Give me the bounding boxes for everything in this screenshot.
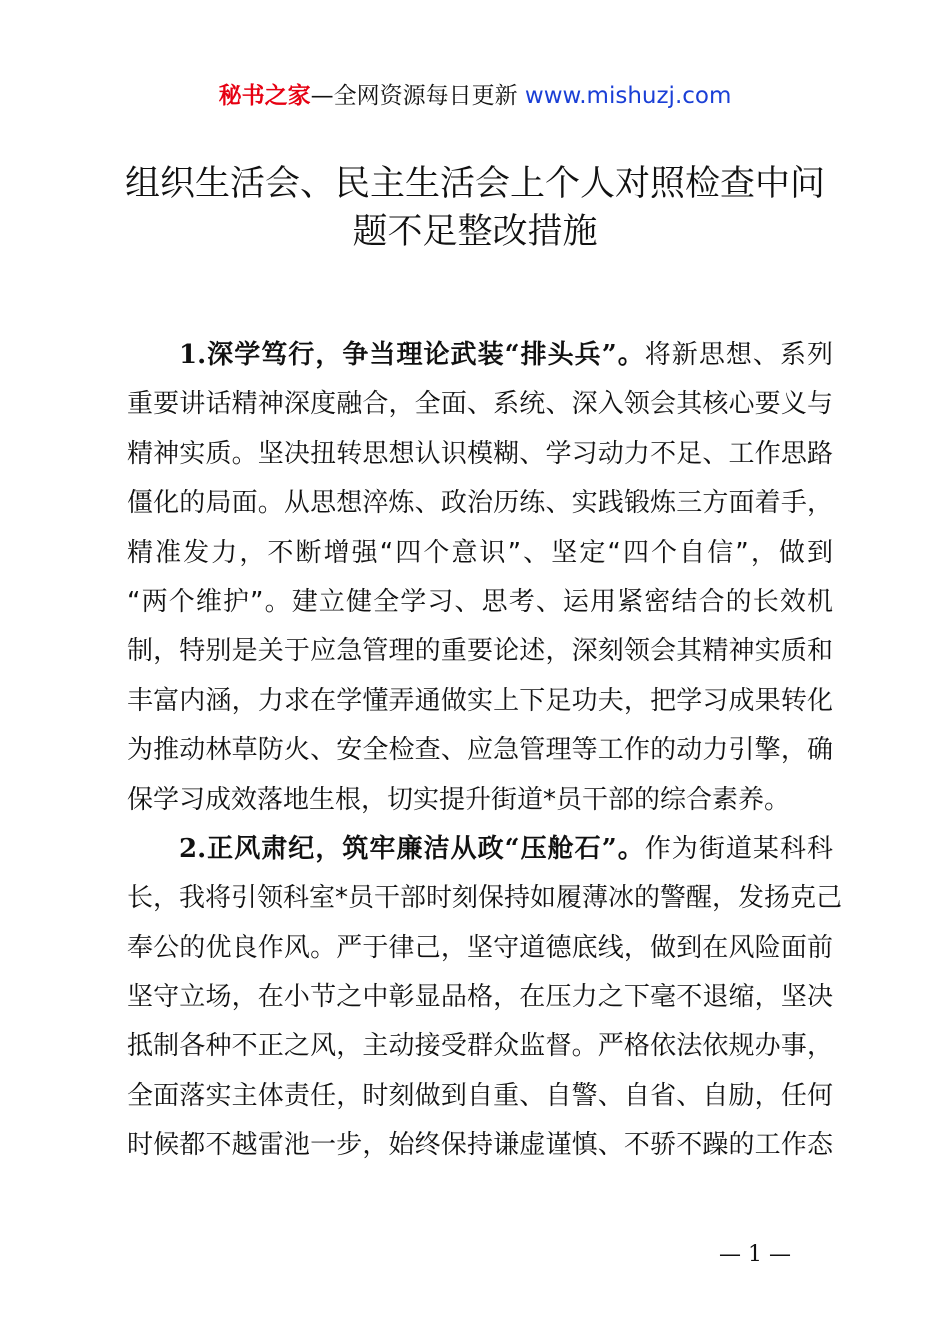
paragraph-line: 重要讲话精神深度融合，全面、系统、深入领会其核心要义与: [127, 389, 833, 420]
paragraph-line: 丰富内涵，力求在学懂弄通做实上下足功夫，把学习成果转化: [127, 685, 833, 716]
paragraph-line: 全面落实主体责任，时刻做到自重、自警、自省、自励，任何: [127, 1080, 833, 1111]
paragraph-line: 精神实质。坚决扭转思想认识模糊、学习动力不足、工作思路: [127, 438, 833, 469]
paragraph-line: 奉公的优良作风。严于律己，坚守道德底线，做到在风险面前: [127, 932, 833, 963]
document-title-line-1: 组织生活会、民主生活会上个人对照检查中问: [124, 164, 825, 204]
paragraph-line: 时候都不越雷池一步，始终保持谦虚谨慎、不骄不躁的工作态: [127, 1130, 833, 1161]
site-header: [0, 80, 950, 112]
page-number: — 1 —: [719, 1242, 791, 1267]
site-brand: 秘书之家: [218, 83, 311, 109]
site-tagline: —全网资源每日更新: [310, 83, 518, 109]
paragraph-text: 将新思想、系列: [644, 340, 833, 370]
paragraph-line: “两个维护”。建立健全学习、思考、运用紧密结合的长效机: [127, 586, 833, 617]
paragraph-line: 僵化的局面。从思想淬炼、政治历练、实践锻炼三方面着手，: [127, 488, 833, 519]
paragraph-line: 为推动林草防火、安全检查、应急管理等工作的动力引擎，确: [127, 735, 833, 766]
paragraph-line: 保学习成效落地生根，切实提升街道*员干部的综合素养。: [127, 784, 791, 815]
paragraph-line: 精准发力，不断增强“四个意识”、坚定“四个自信”，做到: [127, 537, 833, 568]
paragraph-line: 坚守立场，在小节之中彰显品格，在压力之下毫不退缩，坚决: [127, 982, 833, 1013]
paragraph-line: 制，特别是关于应急管理的重要论述，深刻领会其精神实质和: [127, 636, 833, 667]
section-heading-1: 1.深学笃行，争当理论武装“排头兵”。: [179, 340, 645, 370]
paragraph-line: [127, 825, 833, 874]
site-url-link[interactable]: www.mishuzj.com: [524, 83, 732, 109]
paragraph-2: [127, 825, 843, 1171]
document-body: [127, 331, 843, 1171]
paragraph-line: 抵制各种不正之风，主动接受群众监督。严格依法依规办事，: [127, 1031, 833, 1062]
paragraph-line: [127, 331, 833, 380]
document-title: [110, 160, 840, 256]
document-title-line-2: 题不足整改措施: [352, 212, 598, 252]
section-heading-2: 2.正风肃纪，筑牢廉洁从政“压舱石”。: [179, 833, 645, 864]
paragraph-text: 作为街道某科科: [644, 833, 833, 864]
paragraph-line: 长，我将引领科室*员干部时刻保持如履薄冰的警醒，发扬克己: [127, 883, 843, 914]
paragraph-1: [127, 331, 833, 825]
